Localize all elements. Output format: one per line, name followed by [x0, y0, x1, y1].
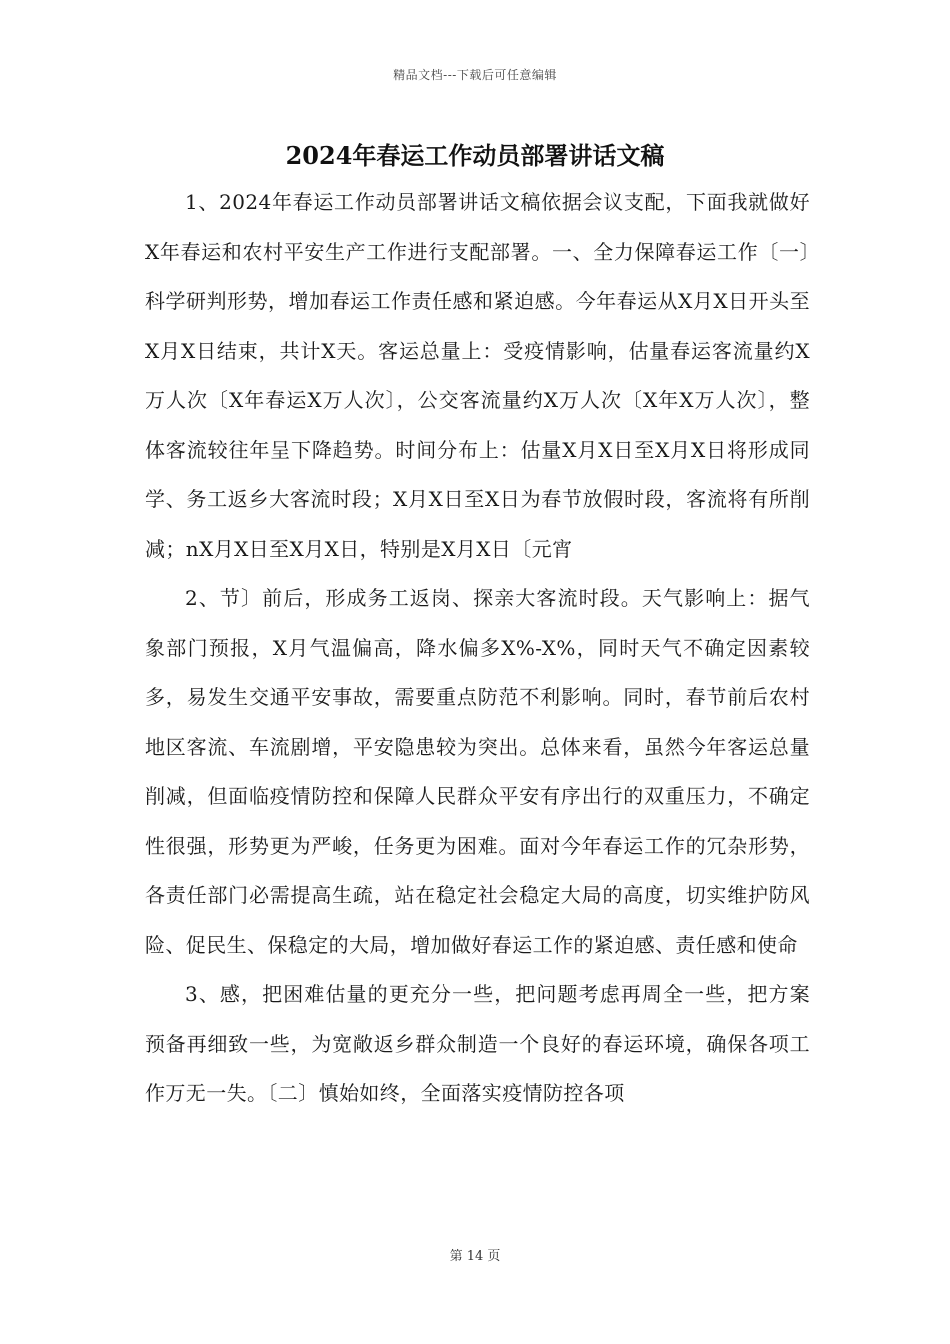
- paragraph: 3、感，把困难估量的更充分一些，把问题考虑再周全一些，把方案预备再细致一些，为宽敞返乡群众制造一个良好的春运环境，确保各项工作万无一失。〔二〕慎始如终，全面落实疫情防控各项: [145, 982, 810, 1105]
- paragraph: 1、2024年春运工作动员部署讲话文稿依据会议支配，下面我就做好X年春运和农村平安生产工作进行支配部署。一、全力保障春运工作〔一〕科学研判形势，增加春运工作责任感和紧迫感。今年春运从X月X日开头至X月X日结束，共计X天。客运总量上：受疫情影响，估量春运客流量约X万人次〔X年春运X万人次〕，公交客流量约X万人次〔X年X万人次〕，整体客流较往年呈下降趋势。时间分布上：估量X月X日至X月X日将形成同学、务工返乡大客流时段；X月X日至X日为春节放假时段，客流将有所削减；nX月X日至X月X日，特别是X月X日〔元宵: [145, 190, 810, 561]
- page-number: 第 14 页: [449, 1249, 501, 1264]
- paragraph: 2、节〕前后，形成务工返岗、探亲大客流时段。天气影响上：据气象部门预报，X月气温偏高，降水偏多X%-X%，同时天气不确定因素较多，易发生交通平安事故，需要重点防范不利影响。同时，春节前后农村地区客流、车流剧增，平安隐患较为突出。总体来看，虽然今年客运总量削减，但面临疫情防控和保障人民群众平安有序出行的双重压力，不确定性很强，形势更为严峻，任务更为困难。面对今年春运工作的冗杂形势，各责任部门必需提高生疏，站在稳定社会稳定大局的高度，切实维护防风险、促民生、保稳定的大局，增加做好春运工作的紧迫感、责任感和使命: [145, 586, 810, 957]
- document-title: 2024年春运工作动员部署讲话文稿: [285, 141, 665, 170]
- document-body: [145, 178, 810, 1119]
- page-header: 精品文档---下载后可任意编辑: [393, 68, 557, 82]
